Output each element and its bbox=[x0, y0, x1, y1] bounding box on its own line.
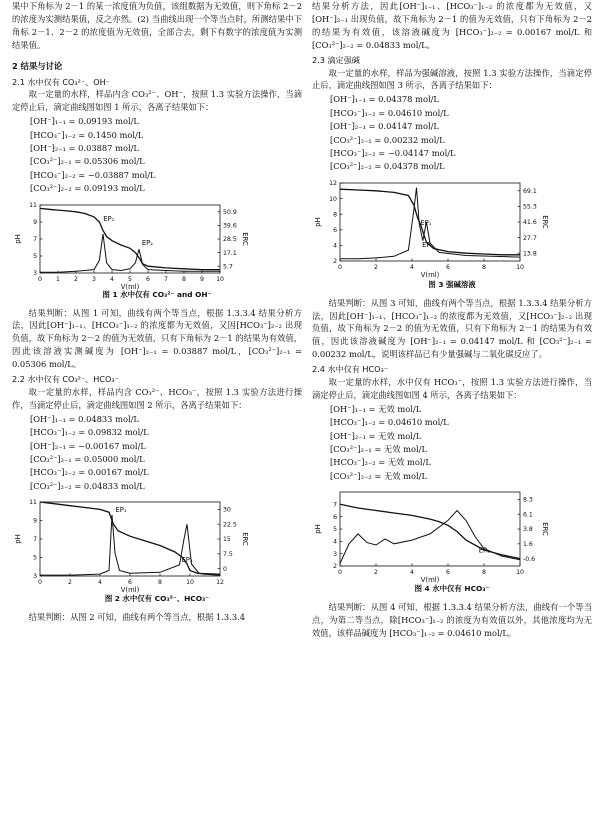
y2-tick-label: 5.7 bbox=[223, 262, 233, 270]
x-tick-label: 2 bbox=[74, 275, 78, 283]
y-tick-label: 6 bbox=[333, 514, 337, 522]
y2-axis-label: ERC bbox=[241, 231, 249, 246]
x-tick-label: 8 bbox=[158, 579, 162, 587]
y2-tick-label: 17.1 bbox=[223, 249, 237, 257]
x-tick-label: 4 bbox=[410, 569, 414, 577]
equation-line: [OH⁻]₁₋₁ = 0.04378 mol/L bbox=[330, 94, 439, 105]
subsection-2-1-result: 结果判断：从图 1 可知，曲线有两个等当点，根据 1.3.3.4 结果分析方法，因此[OH⁻]₁₋₁、[HCO₃⁻]₁₋₂ 的浓度都为无效值，又因[HCO₃⁻]₂₋₂ 出现负值，故下角标为 2－2 的值为无效值，只有下角标为 2－1 的结果为有效值，因此该溶液实测碱度为 [OH⁻]₂₋₁ = 0.03887 mol/L，[CO₃²⁻]₂₋₁ = 0.05306 mol/L。 bbox=[12, 307, 302, 370]
subsection-2-4-title: 2.4 水中仅有 HCO₃⁻ bbox=[312, 364, 389, 375]
subsection-2-1-text: 取一定量的水样，样品内含 CO₃²⁻、OH⁻，按照 1.3 实验方法操作，当滴定停止后，滴定曲线图如图 1 所示，各离子结果如下： bbox=[12, 89, 302, 113]
x-axis-label: V(ml) bbox=[120, 586, 140, 595]
continued-paragraph: 结果分析方法，因此[OH⁻]₁₋₁、[HCO₃⁻]₁₋₂ 的浓度都为无效值，又[OH⁻]₂₋₁ 出现负值，故下角标为 2－1 的值为无效值，只有下角标为 2－2 的结果为有效值，该溶液碱度为 [HCO₃⁻]₂₋₂ = 0.00167 mol/L 和 [CO₃²⁻]₂₋₂ = 0.04833 mol/L。 bbox=[312, 1, 592, 50]
x-tick-label: 2 bbox=[374, 263, 378, 271]
x-axis-label: V(ml) bbox=[120, 282, 140, 291]
y-axis-label: pH bbox=[314, 216, 322, 227]
x-tick-label: 6 bbox=[446, 263, 450, 271]
x-tick-label: 0 bbox=[338, 569, 342, 577]
equation-line: [HCO₃⁻]₂₋₂ = 无效 mol/L bbox=[330, 457, 431, 468]
x-tick-label: 0 bbox=[38, 579, 42, 587]
y2-axis-label: ERC bbox=[541, 522, 549, 536]
y2-tick-label: 15 bbox=[223, 536, 231, 544]
figure-4-caption: 图 4 水中仅有 HCO₃⁻ bbox=[414, 584, 490, 594]
x-tick-label: 4 bbox=[98, 579, 102, 587]
equation-list-2-3 bbox=[330, 93, 592, 173]
figure-4-chart bbox=[312, 486, 549, 585]
erc-curve bbox=[40, 515, 220, 575]
x-tick-label: 8 bbox=[182, 275, 186, 283]
equation-list-2-1 bbox=[30, 115, 302, 195]
equivalence-point-label: EP₁ bbox=[420, 218, 432, 227]
equation-line: [OH⁻]₂₋₁ = −0.00167 mol/L bbox=[30, 440, 146, 451]
subsection-2-3-text: 取一定量的水样，样品为强碱溶液，按照 1.3 实验方法操作，当滴定停止后，滴定曲线图如图 3 所示，各离子结果如下： bbox=[312, 67, 592, 91]
equation-line: [HCO₃⁻]₁₋₂ = 0.04610 mol/L bbox=[330, 107, 449, 118]
y-axis-label: pH bbox=[314, 524, 322, 534]
equivalence-point-label: EP₂ bbox=[478, 546, 490, 555]
x-tick-label: 2 bbox=[68, 579, 72, 587]
ph-curve bbox=[40, 208, 220, 269]
x-axis-label: V(ml) bbox=[420, 270, 440, 279]
ph-curve bbox=[340, 504, 520, 558]
y2-tick-label: 30 bbox=[223, 506, 231, 514]
y-tick-label: 10 bbox=[329, 195, 337, 203]
section-heading: 2 结果与讨论 bbox=[12, 60, 63, 71]
y-tick-label: 5 bbox=[33, 252, 37, 260]
equation-line: [CO₃²⁻]₂₋₂ = 0.04378 mol/L bbox=[330, 161, 445, 172]
figure-2-caption: 图 2 水中仅有 CO₃²⁻、HCO₃⁻ bbox=[104, 594, 210, 604]
subsection-2-4-result: 结果判断：从图 4 可知，根据 1.3.3.4 结果分析方法，曲线有一个等当点，为第二等当点，除[HCO₃⁻]₁₋₂ 的浓度为有效值以外，其他浓度均为无效值，该样品碱度为 [HCO₃⁻]₁₋₂ = 0.04610 mol/L。 bbox=[312, 602, 592, 638]
figure-1-chart bbox=[12, 199, 249, 291]
x-tick-label: 9 bbox=[200, 275, 204, 283]
intro-paragraph: 果中下角标为 2－1 的某一浓度值为负值，该组数据为无效值，则下角标 2－2 的浓度为实测结果值，反之亦然。(2) 当曲线出现一个等当点时，所测结果中下角标 2－1、2－2 的浓度值为无效值，全部合去，剩下有数字的浓度值为实测结果值。 bbox=[12, 1, 302, 50]
y2-tick-label: 22.5 bbox=[223, 521, 237, 529]
equivalence-point-label: EP₂ bbox=[181, 556, 193, 565]
y2-tick-label: 28.5 bbox=[223, 235, 237, 243]
plot-frame bbox=[340, 492, 520, 566]
equation-line: [CO₃²⁻]₂₋₁ = 0.05306 mol/L bbox=[30, 156, 145, 167]
subsection-2-1-title: 2.1 水中仅有 CO₃²⁻、OH⁻ bbox=[12, 76, 110, 87]
x-tick-label: 6 bbox=[146, 275, 150, 283]
y-tick-label: 11 bbox=[29, 201, 37, 209]
y-tick-label: 11 bbox=[29, 499, 37, 507]
y2-tick-label: 55.3 bbox=[523, 203, 537, 211]
y-tick-label: 9 bbox=[33, 517, 37, 525]
figure-1-caption: 图 1 水中仅有 CO₃²⁻ and OH⁻ bbox=[102, 289, 212, 299]
y2-tick-label: 6.1 bbox=[523, 511, 533, 519]
y-tick-label: 7 bbox=[33, 235, 37, 243]
equation-line: [OH⁻]₂₋₁ = 0.04147 mol/L bbox=[330, 121, 439, 132]
equivalence-point-label: EP₂ bbox=[141, 238, 154, 247]
right-column bbox=[312, 0, 592, 640]
erc-curve bbox=[40, 233, 220, 271]
x-tick-label: 10 bbox=[516, 569, 524, 577]
equation-line: [CO₃²⁻]₂₋₁ = 无效 mol/L bbox=[330, 444, 427, 455]
x-tick-label: 10 bbox=[516, 263, 524, 271]
subsection-2-2-result: 结果判断：从图 2 可知，曲线有两个等当点，根据 1.3.3.4 bbox=[28, 612, 246, 622]
x-tick-label: 1 bbox=[56, 275, 60, 283]
y2-tick-label: 7.5 bbox=[223, 551, 233, 559]
y-tick-label: 2 bbox=[333, 563, 337, 571]
subsection-2-3-title: 2.3 滴定强碱 bbox=[312, 54, 360, 65]
y2-tick-label: 13.8 bbox=[523, 250, 537, 258]
y-axis-label: pH bbox=[14, 233, 22, 244]
x-tick-label: 7 bbox=[164, 275, 168, 283]
subsection-2-2-title: 2.2 水中仅有 CO₃²⁻、HCO₃⁻ bbox=[12, 374, 119, 385]
equation-line: [HCO₃⁻]₂₋₂ = −0.03887 mol/L bbox=[30, 169, 156, 180]
y-tick-label: 5 bbox=[33, 554, 37, 562]
y2-tick-label: 27.7 bbox=[523, 234, 537, 242]
subsection-2-3-result: 结果判断：从图 3 可知，曲线有两个等当点，根据 1.3.3.4 结果分析方法，因此[OH⁻]₁₋₁、[HCO₃⁻]₁₋₂ 的浓度都为无效值，又[HCO₃⁻]₂₋₂ 出现负值，故下角标为 2－2 的值为无效值，只有下角标为 2－1 的结果为有效值，因此该溶液碱度为 [OH⁻]₂₋₁ = 0.04147 mol/L 和 [CO₃²⁻]₂₋₁ = 0.00232 mol/L，说明该样品已有少量强碱与二氧化碳反应了。 bbox=[312, 297, 592, 360]
x-tick-label: 8 bbox=[482, 569, 486, 577]
y-tick-label: 7 bbox=[33, 536, 37, 544]
equation-list-2-2 bbox=[30, 413, 302, 493]
y-axis-label: pH bbox=[14, 534, 22, 544]
x-tick-label: 10 bbox=[216, 275, 224, 283]
y2-tick-label: 1.6 bbox=[523, 541, 533, 549]
x-tick-label: 0 bbox=[338, 263, 342, 271]
figure-3-caption: 图 3 强碱溶液 bbox=[428, 279, 476, 289]
x-tick-label: 4 bbox=[110, 275, 114, 283]
figure-3-chart bbox=[312, 177, 548, 277]
ph-curve bbox=[40, 502, 220, 575]
y2-axis-label: ERC bbox=[541, 214, 549, 229]
plot-frame bbox=[40, 502, 220, 576]
y-tick-label: 8 bbox=[333, 211, 337, 219]
x-tick-label: 3 bbox=[92, 275, 96, 283]
x-tick-label: 4 bbox=[410, 263, 414, 271]
y-tick-label: 5 bbox=[333, 526, 337, 534]
equation-line: [HCO₃⁻]₂₋₂ = −0.04147 mol/L bbox=[330, 147, 456, 158]
y2-tick-label: 41.6 bbox=[523, 218, 537, 226]
figure-2-chart bbox=[12, 496, 249, 595]
equivalence-point-label: EP₁ bbox=[115, 506, 127, 515]
y2-tick-label: 50.9 bbox=[223, 208, 237, 216]
y-tick-label: 7 bbox=[333, 501, 337, 509]
x-tick-label: 8 bbox=[482, 263, 486, 271]
x-tick-label: 6 bbox=[446, 569, 450, 577]
equation-line: [CO₃²⁻]₂₋₂ = 0.09193 mol/L bbox=[30, 183, 145, 194]
y2-tick-label: 8.3 bbox=[523, 496, 533, 504]
y-tick-label: 3 bbox=[33, 269, 37, 277]
y2-axis-label: ERC bbox=[241, 532, 249, 546]
y2-tick-label: 39.6 bbox=[223, 222, 237, 230]
equation-line: [OH⁻]₁₋₁ = 无效 mol/L bbox=[330, 403, 422, 414]
equation-line: [HCO₃⁻]₁₋₂ = 0.04610 mol/L bbox=[330, 417, 449, 428]
x-axis-label: V(ml) bbox=[420, 576, 440, 585]
equation-line: [HCO₃⁻]₂₋₂ = 0.00167 mol/L bbox=[30, 467, 149, 478]
plot-frame bbox=[40, 205, 220, 273]
x-tick-label: 0 bbox=[38, 275, 42, 283]
equation-line: [OH⁻]₂₋₁ = 0.03887 mol/L bbox=[30, 143, 139, 154]
subsection-2-4-text: 取一定量的水样，水中仅有 HCO₃⁻，按照 1.3 实验方法进行操作，当滴定停止后，滴定曲线图如图 4 所示，各离子结果如下： bbox=[312, 377, 592, 400]
equivalence-point-label: EP₁ bbox=[103, 214, 115, 223]
x-tick-label: 12 bbox=[216, 579, 224, 587]
equation-line: [CO₃²⁻]₂₋₂ = 0.04833 mol/L bbox=[30, 480, 145, 491]
equation-line: [OH⁻]₁₋₁ = 0.04833 mol/L bbox=[30, 413, 139, 424]
equivalence-point-label: EP₂ bbox=[422, 240, 434, 249]
left-column bbox=[12, 0, 302, 624]
x-tick-label: 10 bbox=[186, 579, 194, 587]
y-tick-label: 3 bbox=[33, 573, 37, 581]
equation-line: [CO₃²⁻]₂₋₁ = 0.00232 mol/L bbox=[330, 134, 445, 145]
y-tick-label: 12 bbox=[329, 179, 337, 187]
equation-line: [HCO₃⁻]₁₋₂ = 0.09832 mol/L bbox=[30, 427, 149, 438]
y2-tick-label: 0 bbox=[223, 565, 227, 573]
y-tick-label: 9 bbox=[33, 218, 37, 226]
equation-line: [HCO₃⁻]₁₋₂ = 0.1450 mol/L bbox=[30, 129, 144, 140]
y-tick-label: 6 bbox=[333, 226, 337, 234]
y-tick-label: 4 bbox=[333, 242, 337, 250]
y2-tick-label: 69.1 bbox=[523, 187, 537, 195]
y2-tick-label: 3.8 bbox=[523, 526, 533, 534]
subsection-2-2-text: 取一定量的水样，样品内含 CO₃²⁻、HCO₃⁻，按照 1.3 实验方法进行操作，当滴定停止后，滴定曲线图如图 2 所示，各离子结果如下： bbox=[12, 386, 302, 410]
y-tick-label: 3 bbox=[333, 551, 337, 559]
y-tick-label: 4 bbox=[333, 538, 337, 546]
y2-tick-label: -0.6 bbox=[523, 555, 536, 563]
x-tick-label: 6 bbox=[128, 579, 132, 587]
equation-list-2-4 bbox=[330, 403, 592, 483]
equation-line: [OH⁻]₁₋₁ = 0.09193 mol/L bbox=[30, 116, 139, 127]
x-tick-label: 2 bbox=[374, 569, 378, 577]
x-tick-label: 5 bbox=[128, 275, 132, 283]
equation-line: [CO₃²⁻]₂₋₁ = 0.05000 mol/L bbox=[30, 453, 145, 464]
equation-line: [OH⁻]₂₋₁ = 无效 mol/L bbox=[330, 430, 422, 441]
y-tick-label: 2 bbox=[333, 257, 337, 265]
equation-line: [CO₃²⁻]₂₋₂ = 无效 mol/L bbox=[330, 470, 427, 481]
